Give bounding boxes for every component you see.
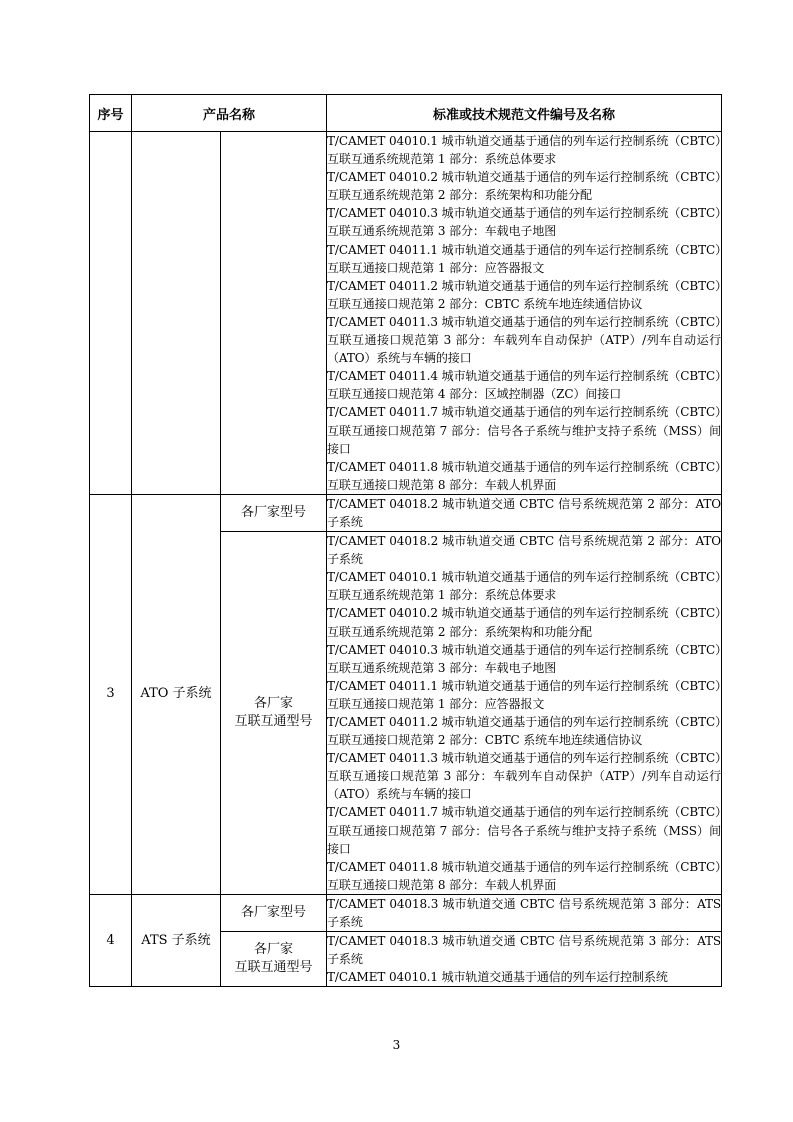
standard-item: T/CAMET 04018.3 城市轨道交通 CBTC 信号系统规范第 3 部分：ATS 子系统	[327, 934, 722, 967]
product-cell-empty	[132, 132, 221, 495]
standard-item: T/CAMET 04010.1 城市轨道交通基于通信的列车运行控制系统	[327, 970, 668, 985]
seq-cell-empty	[90, 132, 132, 495]
seq-cell: 3	[90, 494, 132, 894]
standards-cell	[327, 894, 722, 931]
standard-item: T/CAMET 04011.8 城市轨道交通基于通信的列车运行控制系统（CBTC）互联互通接口规范第 8 部分：车载人机界面	[327, 859, 722, 892]
standard-item: T/CAMET 04018.2 城市轨道交通 CBTC 信号系统规范第 2 部分：ATO 子系统	[327, 534, 722, 567]
model-line: 各厂家	[254, 696, 294, 711]
standard-item: T/CAMET 04010.2 城市轨道交通基于通信的列车运行控制系统（CBTC）互联互通系统规范第 2 部分：系统架构和功能分配	[327, 170, 722, 203]
standard-item: T/CAMET 04011.3 城市轨道交通基于通信的列车运行控制系统（CBTC）互联互通接口规范第 3 部分：车载列车自动保护（ATP）/列车自动运行（ATO）系统与车辆的接口	[327, 751, 722, 802]
table-row-ats-a	[90, 894, 722, 931]
table-header-row	[90, 95, 722, 132]
model-cell-interop	[221, 532, 327, 895]
standard-item: T/CAMET 04011.8 城市轨道交通基于通信的列车运行控制系统（CBTC）互联互通接口规范第 8 部分：车载人机界面	[327, 459, 722, 492]
standard-item: T/CAMET 04011.4 城市轨道交通基于通信的列车运行控制系统（CBTC）互联互通接口规范第 4 部分：区域控制器（ZC）间接口	[327, 369, 722, 402]
standard-item: T/CAMET 04010.3 城市轨道交通基于通信的列车运行控制系统（CBTC）互联互通系统规范第 3 部分：车载电子地图	[327, 206, 722, 239]
seq-cell: 4	[90, 894, 132, 986]
model-cell-empty	[221, 132, 327, 495]
standard-item: T/CAMET 04018.3 城市轨道交通 CBTC 信号系统规范第 3 部分：ATS 子系统	[327, 896, 722, 930]
standard-item: T/CAMET 04011.3 城市轨道交通基于通信的列车运行控制系统（CBTC）互联互通接口规范第 3 部分：车载列车自动保护（ATP）/列车自动运行（ATO）系统与车辆的接口	[327, 314, 722, 366]
header-standard: 标准或技术规范文件编号及名称	[327, 95, 722, 132]
standard-item: T/CAMET 04010.1 城市轨道交通基于通信的列车运行控制系统（CBTC）互联互通系统规范第 1 部分：系统总体要求	[327, 134, 722, 167]
product-name-cell: ATS 子系统	[132, 894, 221, 986]
model-line: 各厂家	[254, 942, 294, 958]
standards-cell	[327, 132, 722, 495]
standards-cell	[327, 932, 722, 987]
product-name-cell: ATO 子系统	[132, 494, 221, 894]
table-row-continuation	[90, 132, 722, 495]
standard-item: T/CAMET 04011.1 城市轨道交通基于通信的列车运行控制系统（CBTC）互联互通接口规范第 1 部分：应答器报文	[327, 242, 722, 275]
standards-cell	[327, 532, 722, 895]
standards-table	[89, 94, 722, 987]
header-product-name: 产品名称	[132, 95, 327, 132]
model-line: 互联互通型号	[234, 714, 313, 729]
page-number: 3	[392, 1038, 401, 1052]
standard-item: T/CAMET 04010.1 城市轨道交通基于通信的列车运行控制系统（CBTC）互联互通系统规范第 1 部分：系统总体要求	[327, 570, 722, 603]
model-line: 互联互通型号	[234, 960, 313, 976]
header-seq: 序号	[90, 95, 132, 132]
standard-item: T/CAMET 04010.2 城市轨道交通基于通信的列车运行控制系统（CBTC）互联互通系统规范第 2 部分：系统架构和功能分配	[327, 606, 722, 639]
standard-item: T/CAMET 04011.7 城市轨道交通基于通信的列车运行控制系统（CBTC）互联互通接口规范第 7 部分：信号各子系统与维护支持子系统（MSS）间接口	[327, 805, 722, 856]
standard-item: T/CAMET 04010.3 城市轨道交通基于通信的列车运行控制系统（CBTC）互联互通系统规范第 3 部分：车载电子地图	[327, 642, 722, 675]
standard-item: T/CAMET 04011.7 城市轨道交通基于通信的列车运行控制系统（CBTC）互联互通接口规范第 7 部分：信号各子系统与维护支持子系统（MSS）间接口	[327, 405, 722, 456]
standards-cell	[327, 494, 722, 531]
standard-item: T/CAMET 04011.1 城市轨道交通基于通信的列车运行控制系统（CBTC）互联互通接口规范第 1 部分：应答器报文	[327, 678, 722, 711]
standard-item: T/CAMET 04011.2 城市轨道交通基于通信的列车运行控制系统（CBTC）互联互通接口规范第 2 部分：CBTC 系统车地连续通信协议	[327, 715, 722, 748]
standard-item: T/CAMET 04011.2 城市轨道交通基于通信的列车运行控制系统（CBTC）互联互通接口规范第 2 部分：CBTC 系统车地连续通信协议	[327, 278, 722, 311]
model-cell: 各厂家型号	[221, 894, 327, 931]
model-cell: 各厂家型号	[221, 494, 327, 531]
table-row-ato-a	[90, 494, 722, 531]
model-cell-interop	[221, 932, 327, 987]
standard-item: T/CAMET 04018.2 城市轨道交通 CBTC 信号系统规范第 2 部分：ATO 子系统	[327, 496, 722, 529]
